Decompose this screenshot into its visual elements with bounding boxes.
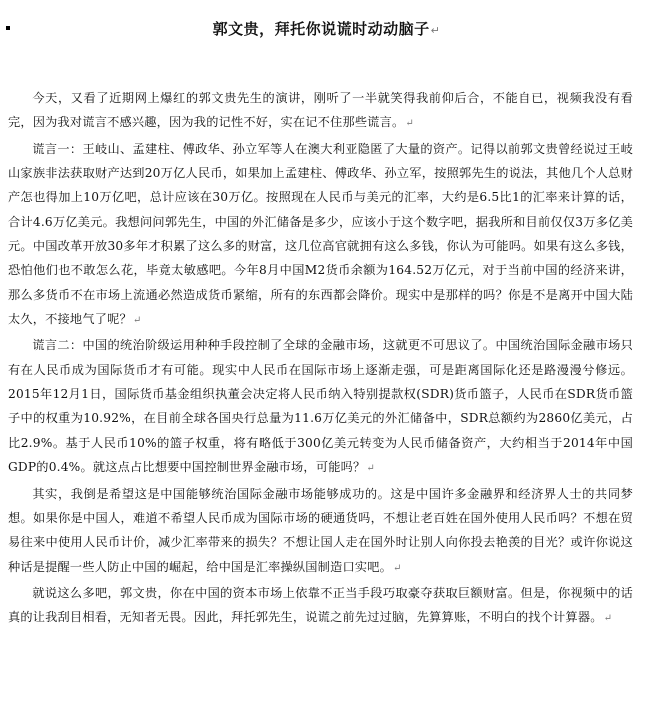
- paragraph-mark-icon: ↵: [430, 24, 441, 37]
- paragraph-mark-icon: ↵: [366, 463, 375, 475]
- paragraph-mark-icon: ↵: [405, 118, 414, 130]
- paragraph-intro: [8, 86, 633, 137]
- paragraph-conclusion: [8, 581, 633, 632]
- paragraph-lie-one: [8, 137, 633, 334]
- paragraph-text: 谎言二：中国的统治阶级运用种种手段控制了全球的金融市场，这就更不可思议了。中国统治国际金融市场只有在人民币成为国际货币才有可能。现实中人民币在国际市场上逐渐走强，可是距离国际化还是路漫漫兮修远。2015年12月1日，国际货币基金组织执董会决定将人民币纳入特别提款权(SDR)货币篮子，人民币在SDR货币篮子中的权重为10.92%，在目前全球各国央行总量为11.6万亿美元的外汇储备中，SDR总额约为2860亿美元，占比2.9%。基于人民币10%的篮子权重，将有略低于300亿美元转变为人民币储备资产，大约相当于2014年中国GDP的0.4%。就这点占比想要中国控制世界金融市场，可能吗？: [8, 338, 633, 475]
- paragraph-text: 其实，我倒是希望这是中国能够统治国际金融市场能够成功的。这是中国许多金融界和经济界人士的共同梦想。如果你是中国人，难道不希望人民币成为国际市场的硬通货吗，不想让老百姓在国外使用人民币吗？不想在贸易往来中使用人民币计价，减少汇率带来的损失？不想让国人走在国外时让别人向你投去艳羡的目光？或许你说这种话是提醒一些人防止中国的崛起，给中国是汇率操纵国制造口实吧。: [8, 486, 633, 574]
- paragraph-text: 今天，又看了近期网上爆红的郭文贵先生的演讲，刚听了一半就笑得我前仰后合，不能自已，视频我没有看完，因为我对谎言不感兴趣，因为我的记性不好，实在记不住那些谎言。: [8, 91, 633, 130]
- paragraph-hope: [8, 482, 633, 581]
- title-text: 郭文贵，拜托你说谎时动动脑子: [212, 20, 430, 38]
- paragraph-text: 谎言一：王岐山、孟建柱、傅政华、孙立军等人在澳大利亚隐匿了大量的资产。记得以前郭文贵曾经说过王岐山家族非法获取财产达到20万亿人民币，如果加上孟建柱、傅政华、孙立军，按照郭先生的说法，其他几个人总财产怎也得加上10万亿吧，总计应该在30万亿。按照现在人民币与美元的汇率，大约是6.5比1的汇率来计算的话，合计4.6万亿美元。我想问问郭先生，中国的外汇储备是多少，应该小于这个数字吧，据我所和目前仅仅3万多亿美元。中国改革开放30多年才积累了这么多的财富，这几位高官就拥有这么多钱，你认为可能吗。如果有这么多钱，恐怕他们也不敢怎么花，毕竟太敏感吧。今年8月中国M2货币余额为164.52万亿元，对于当前中国的经济来讲，那么多货币不在市场上流通必然造成货币紧缩，所有的东西都会降价。现实中是那样的吗？你是不是离开中国大陆太久，不接地气了呢？: [8, 141, 633, 327]
- paragraph-lie-two: [8, 333, 633, 481]
- paragraph-mark-icon: ↵: [603, 613, 613, 625]
- document-body: [8, 86, 633, 632]
- paragraph-mark-icon: ↵: [132, 315, 142, 327]
- paragraph-text: 就说这么多吧，郭文贵，你在中国的资本市场上依靠不正当手段巧取豪夺获取巨额财富。但是，你视频中的话真的让我刮目相看，无知者无畏。因此，拜托郭先生，说谎之前先过过脑，先算算账，不明白的找个计算器。: [8, 585, 633, 625]
- document-title: [0, 18, 653, 39]
- paragraph-mark-icon: ↵: [393, 562, 402, 574]
